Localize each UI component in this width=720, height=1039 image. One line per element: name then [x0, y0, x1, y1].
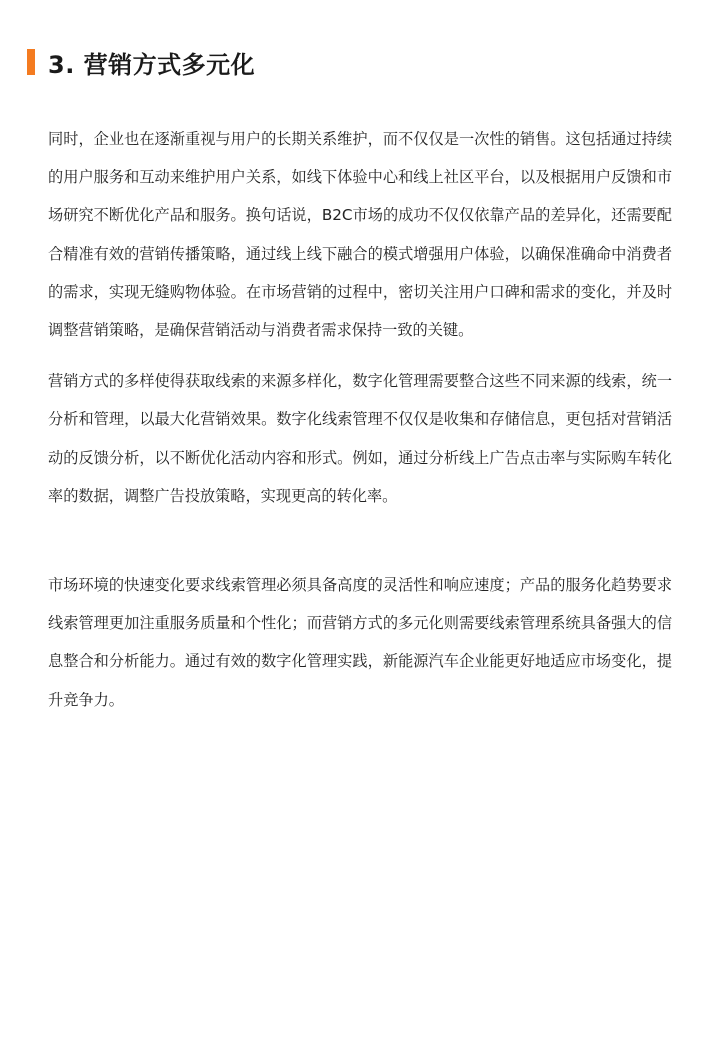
paragraph-2: 营销方式的多样使得获取线索的来源多样化，数字化管理需要整合这些不同来源的线索，统一分析和管理，以最大化营销效果。数字化线索管理不仅仅是收集和存储信息，更包括对营销活动的反馈分析，以不断优化活动内容和形式。例如，通过分析线上广告点击率与实际购车转化率的数据，调整广告投放策略，实现更高的转化率。 — [48, 372, 672, 505]
heading-accent-bar — [27, 49, 35, 75]
paragraph-3: 市场环境的快速变化要求线索管理必须具备高度的灵活性和响应速度；产品的服务化趋势要求线索管理更加注重服务质量和个性化；而营销方式的多元化则需要线索管理系统具备强大的信息整合和分析能力。通过有效的数字化管理实践，新能源汽车企业能更好地适应市场变化，提升竞争力。 — [48, 576, 672, 709]
section-title: 3. 营销方式多元化 — [48, 50, 256, 79]
paragraph-1: 同时，企业也在逐渐重视与用户的长期关系维护，而不仅仅是一次性的销售。这包括通过持续的用户服务和互动来维护用户关系，如线下体验中心和线上社区平台，以及根据用户反馈和市场研究不断优化产品和服务。换句话说，B2C市场的成功不仅仅依靠产品的差异化，还需要配合精准有效的营销传播策略，通过线上线下融合的模式增强用户体验，以确保准确命中消费者的需求，实现无缝购物体验。在市场营销的过程中，密切关注用户口碑和需求的变化，并及时调整营销策略，是确保营销活动与消费者需求保持一致的关键。 — [48, 130, 672, 340]
section-heading — [27, 46, 255, 78]
body-content — [48, 120, 672, 719]
